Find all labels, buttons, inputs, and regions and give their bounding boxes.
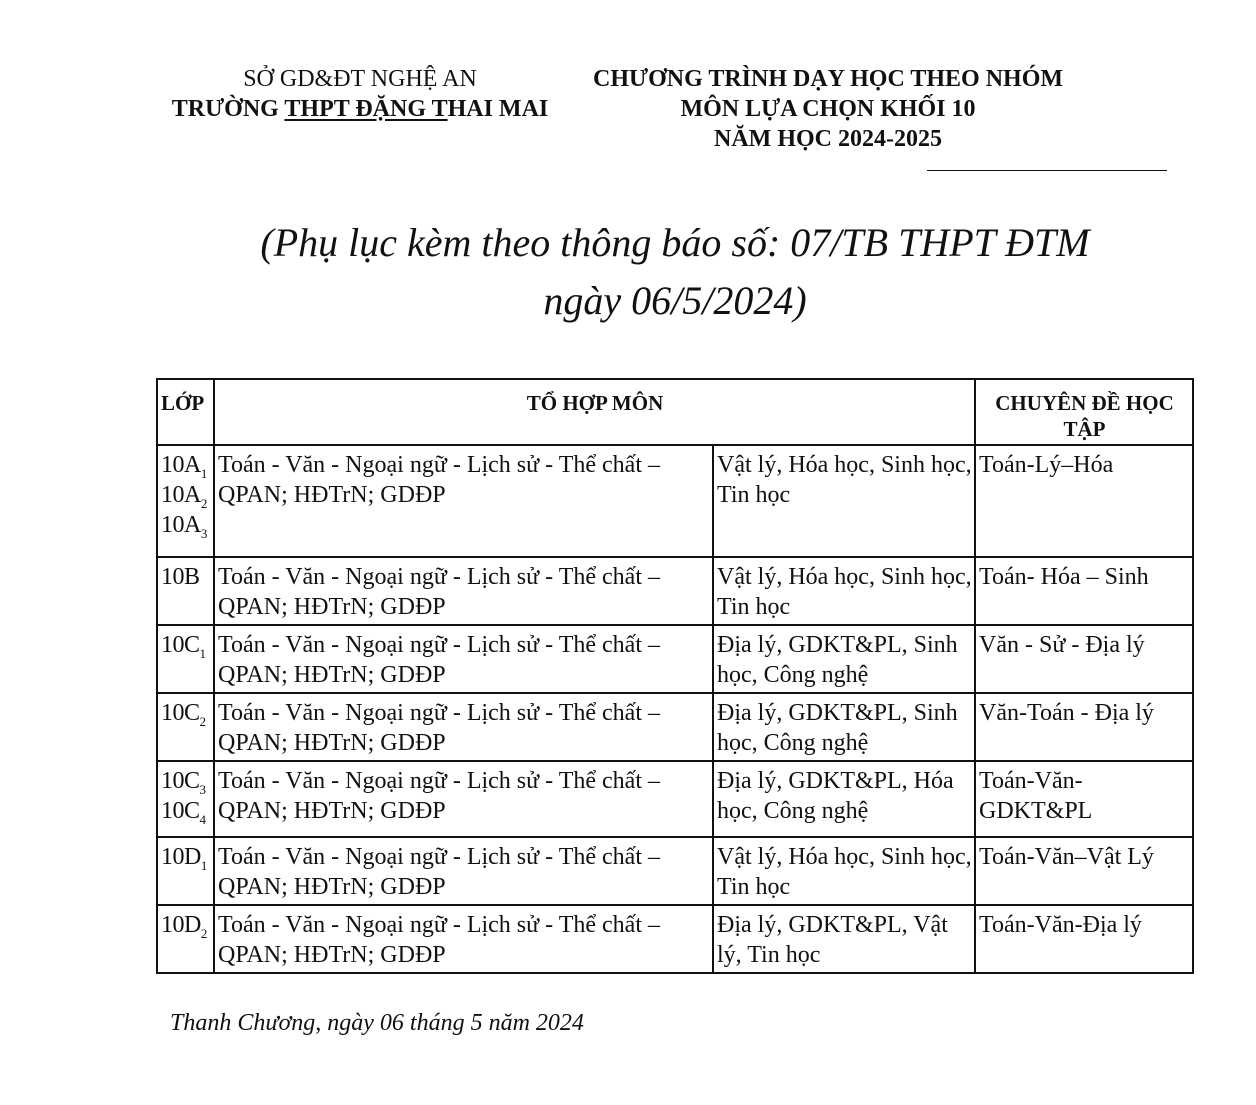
class-subscript: 1 [199, 646, 206, 661]
place-date: Thanh Chương, ngày 06 tháng 5 năm 2024 [170, 1010, 584, 1036]
header-rule [927, 170, 1167, 171]
appendix-line-1: (Phụ lục kèm theo thông báo số: 07/TB THPT ĐTM [260, 220, 1090, 265]
class-subscript: 4 [199, 812, 206, 827]
core-subjects-cell: Toán - Văn - Ngoại ngữ - Lịch sử - Thể chất – QPAN; HĐTrN; GDĐP [214, 837, 713, 905]
study-topics-cell: Toán- Hóa – Sinh [975, 557, 1193, 625]
table-row [157, 625, 1193, 693]
table-row [157, 905, 1193, 973]
table-row [157, 837, 1193, 905]
elective-subjects-cell: Vật lý, Hóa học, Sinh học, Tin học [713, 557, 975, 625]
class-base: 10B [161, 564, 200, 590]
program-title: CHƯƠNG TRÌNH DẠY HỌC THEO NHÓM [592, 66, 1064, 92]
class-name [161, 842, 211, 872]
class-name [161, 510, 211, 540]
class-name [161, 562, 211, 592]
class-name [161, 796, 211, 826]
core-subjects-cell: Toán - Văn - Ngoại ngữ - Lịch sử - Thể chất – QPAN; HĐTrN; GDĐP [214, 557, 713, 625]
class-name [161, 450, 211, 480]
class-cell [157, 693, 214, 761]
core-subjects-cell: Toán - Văn - Ngoại ngữ - Lịch sử - Thể chất – QPAN; HĐTrN; GDĐP [214, 445, 713, 557]
elective-subjects-cell: Vật lý, Hóa học, Sinh học, Tin học [713, 837, 975, 905]
class-name [161, 910, 211, 940]
class-subscript: 3 [200, 526, 207, 541]
class-name [161, 630, 211, 660]
header-study-topics: CHUYÊN ĐỀ HỌC TẬP [975, 379, 1193, 445]
header-right [560, 64, 1096, 154]
core-subjects-cell: Toán - Văn - Ngoại ngữ - Lịch sử - Thể chất – QPAN; HĐTrN; GDĐP [214, 693, 713, 761]
school-name-prefix: TRƯỜNG [171, 96, 285, 122]
class-base: 10C [161, 700, 200, 726]
elective-subjects-cell: Địa lý, GDKT&PL, Hóa học, Công nghệ [713, 761, 975, 837]
elective-subjects-cell: Địa lý, GDKT&PL, Sinh học, Công nghệ [713, 693, 975, 761]
class-base: 10A [161, 512, 201, 538]
school-name [130, 94, 590, 124]
class-base: 10A [161, 452, 201, 478]
class-base: 10C [161, 798, 200, 824]
study-topics-cell: Toán-Lý–Hóa [975, 445, 1193, 557]
study-topics-cell: Toán-Văn–Vật Lý [975, 837, 1193, 905]
class-cell [157, 837, 214, 905]
core-subjects-cell: Toán - Văn - Ngoại ngữ - Lịch sử - Thể chất – QPAN; HĐTrN; GDĐP [214, 761, 713, 837]
class-cell [157, 625, 214, 693]
class-subscript: 1 [200, 858, 207, 873]
school-name-suffix: HAI MAI [447, 96, 549, 122]
header-subject-combination: TỔ HỢP MÔN [214, 379, 975, 445]
study-topics-cell: Văn - Sử - Địa lý [975, 625, 1193, 693]
class-subscript: 3 [199, 782, 206, 797]
school-name-underlined: THPT ĐẶNG T [284, 96, 448, 122]
core-subjects-cell: Toán - Văn - Ngoại ngữ - Lịch sử - Thể chất – QPAN; HĐTrN; GDĐP [214, 625, 713, 693]
program-subtitle: MÔN LỰA CHỌN KHỐI 10 [680, 96, 976, 122]
appendix-line-2: ngày 06/5/2024) [543, 278, 807, 323]
class-cell [157, 761, 214, 837]
class-name [161, 480, 211, 510]
class-base: 10D [161, 912, 201, 938]
core-subjects-cell: Toán - Văn - Ngoại ngữ - Lịch sử - Thể chất – QPAN; HĐTrN; GDĐP [214, 905, 713, 973]
elective-subjects-cell: Địa lý, GDKT&PL, Sinh học, Công nghệ [713, 625, 975, 693]
class-base: 10C [161, 632, 200, 658]
table-row [157, 557, 1193, 625]
class-base: 10D [161, 844, 201, 870]
table-row [157, 445, 1193, 557]
elective-subjects-cell: Vật lý, Hóa học, Sinh học, Tin học [713, 445, 975, 557]
elective-subjects-cell: Địa lý, GDKT&PL, Vật lý, Tin học [713, 905, 975, 973]
subject-combination-table [156, 378, 1194, 974]
appendix-note [150, 214, 1200, 330]
class-cell [157, 445, 214, 557]
department-name: SỞ GD&ĐT NGHỆ AN [243, 66, 477, 92]
study-topics-cell: Toán-Văn- GDKT&PL [975, 761, 1193, 837]
class-cell [157, 557, 214, 625]
study-topics-cell: Toán-Văn-Địa lý [975, 905, 1193, 973]
class-base: 10A [161, 482, 201, 508]
table-row [157, 693, 1193, 761]
class-base: 10C [161, 768, 200, 794]
header-left [130, 64, 590, 124]
class-subscript: 2 [200, 926, 207, 941]
table-header-row [157, 379, 1193, 445]
header-class: LỚP [157, 379, 214, 445]
class-subscript: 2 [200, 496, 207, 511]
class-subscript: 1 [200, 466, 207, 481]
school-year: NĂM HỌC 2024-2025 [714, 126, 942, 152]
table-body [157, 445, 1193, 973]
class-name [161, 698, 211, 728]
study-topics-cell: Văn-Toán - Địa lý [975, 693, 1193, 761]
class-name [161, 766, 211, 796]
class-cell [157, 905, 214, 973]
table-row [157, 761, 1193, 837]
class-subscript: 2 [199, 714, 206, 729]
